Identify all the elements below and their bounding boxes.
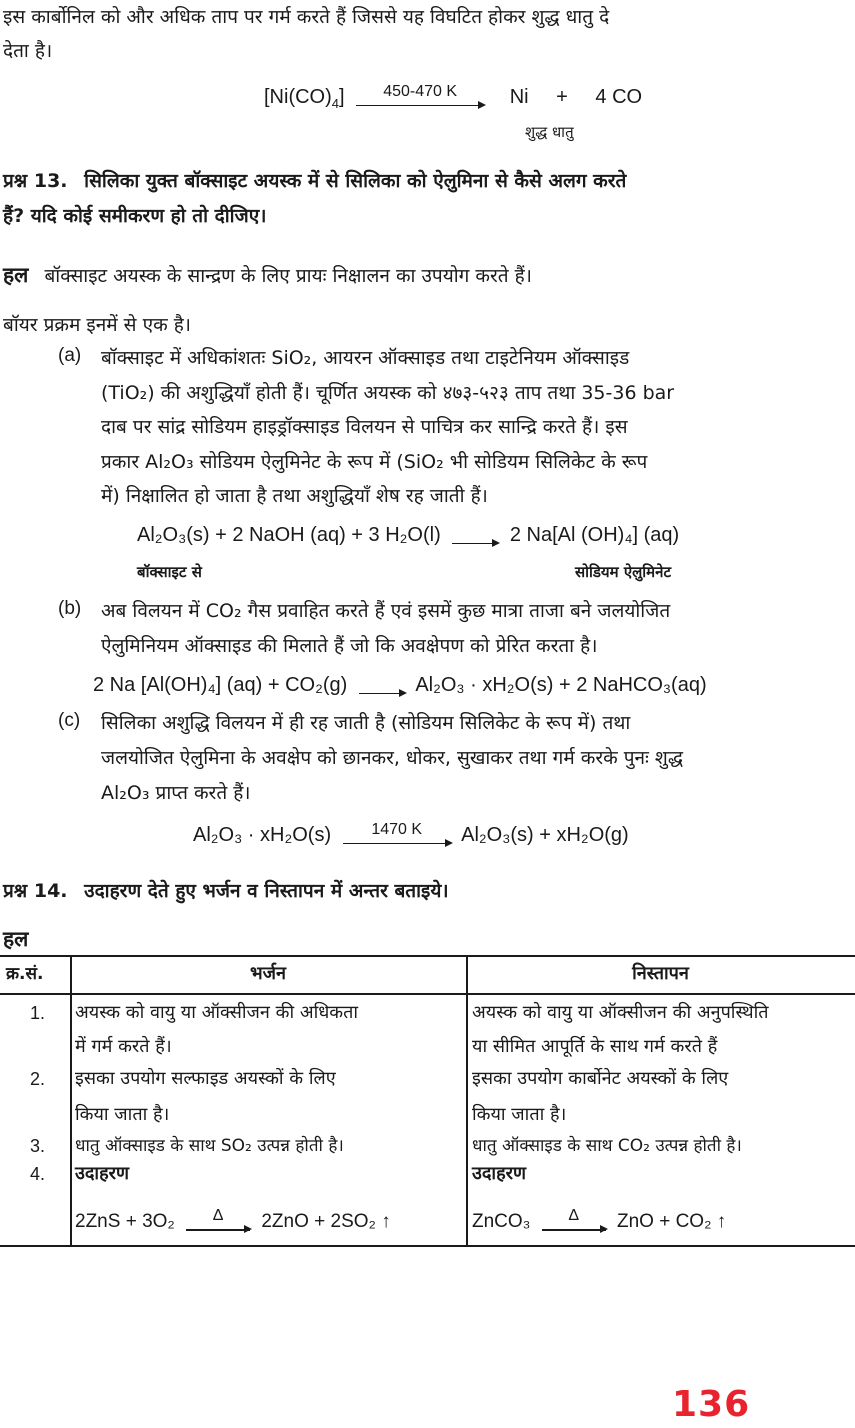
eq-reactant: [Ni(CO) — [264, 86, 332, 108]
column-divider — [466, 955, 468, 1245]
q13-text-2: हैं? यदि कोई समीकरण हो तो दीजिए। — [3, 205, 267, 227]
eq-product-co: 4 CO — [595, 86, 643, 108]
heat-arrow-icon: Δ — [542, 1221, 606, 1223]
item-a-label: (a) — [58, 345, 82, 366]
row-number: 1. — [30, 1003, 46, 1023]
reaction-condition: 450-470 K — [383, 82, 458, 100]
table-bottom-border — [0, 1245, 855, 1247]
calcination-example-equation: ZnCO₃ Δ ZnO + CO₂ ↑ — [472, 1207, 727, 1232]
q13-answer: हल बॉक्साइट अयस्क के सान्द्रण के लिए प्रायः निक्षालन का उपयोग करते हैं। — [3, 263, 532, 287]
q14-label: प्रश्न 14. — [3, 880, 68, 902]
item-b-label: (b) — [58, 598, 82, 619]
nickel-carbonyl-equation: $[Ni(CO)_4]$ 450-470 K Ni + 4 CO — [264, 82, 643, 111]
header-roasting: भर्जन — [250, 963, 286, 984]
bayer-equation-c: Al₂O₃ · xH₂O(s) 1470 K Al₂O₃(s) + xH₂O(g) — [193, 820, 629, 846]
q14-text: उदाहरण देते हुए भर्जन व निस्तापन में अन्तर बताइये। — [84, 880, 449, 902]
intro-line-2: देता है। — [3, 40, 53, 62]
q13-heading — [3, 168, 626, 194]
pure-metal-label: शुद्ध धातु — [525, 123, 574, 141]
intro-line-1: इस कार्बोनिल को और अधिक ताप पर गर्म करते हैं जिससे यह विघटित होकर शुद्ध धातु दे — [3, 6, 610, 28]
answer-label: हल — [3, 263, 29, 287]
row-number: 4. — [30, 1164, 46, 1184]
row-number: 3. — [30, 1136, 46, 1156]
bayer-equation-b: 2 Na [Al(OH)₄] (aq) + CO₂(g) Al₂O₃ · xH₂O(s) + 2 NaHCO₃(aq) — [93, 674, 707, 696]
bayer-process-line: बॉयर प्रक्रम इनमें से एक है। — [3, 314, 191, 336]
header-calcination: निस्तापन — [632, 963, 689, 984]
heat-arrow-icon: Δ — [186, 1221, 250, 1223]
bayer-equation-a: Al₂O₃(s) + 2 NaOH (aq) + 3 H₂O(l) 2 Na[Al (OH)₄] (aq) — [137, 524, 680, 546]
header-bottom-border — [0, 993, 855, 995]
roasting-example-equation: 2ZnS + 3O₂ Δ 2ZnO + 2SO₂ ↑ — [75, 1207, 391, 1232]
reaction-arrow-icon — [452, 535, 498, 537]
item-c-label: (c) — [58, 710, 81, 731]
q14-heading — [3, 878, 449, 904]
reaction-arrow-icon — [356, 82, 484, 100]
eq-product-ni: Ni — [509, 86, 529, 108]
q13-label: प्रश्न 13. — [3, 170, 68, 192]
reaction-arrow-icon: 1470 K — [343, 835, 451, 837]
table-top-border — [0, 955, 855, 957]
row-number: 2. — [30, 1069, 46, 1089]
textbook-page: इस कार्बोनिल को और अधिक ताप पर गर्म करते हैं जिससे यह विघटित होकर शुद्ध धातु दे देता है। $[Ni(CO)_4]$ 450-470 K Ni + 4 CO शुद्ध धातु प्रश्न 13. सिलिका युक्त बॉक्साइट अयस्क में से सिलिका को ऐलुमिना से कैसे अलग करते हैं? यदि कोई समीकरण हो तो दीजिए। हल बॉक्साइट अयस्क के सान्द्रण के लिए प्रायः निक्षालन का उपयोग करते हैं। बॉयर प्रक्रम इनमें से एक है। (a) बॉक्साइट में अधिकांशतः SiO₂, आयरन ऑक्साइड तथा टाइटेनियम ऑक्साइड (TiO₂) की अशुद्धियाँ होती हैं। चूर्णित अयस्क को ४७३-५२३ ताप तथा 35-36 bar दाब पर सांद्र सोडियम हाइड्रॉक्साइड विलयन से पाचित्र कर सान्द्रि करते हैं। इस प्रकार Al₂O₃ सोडियम ऐलुमिनेट के रूप में (SiO₂ भी सोडियम सिलिकेट के रूप में) निक्षालित हो जाता है तथा अशुद्धियाँ शेष रह जाती हैं। Al₂O₃(s) + 2 NaOH (aq) + 3 H₂O(l) 2 Na[Al (OH)₄] (aq) बॉक्साइट से सोडियम ऐलुमिनेट (b) अब विलयन में CO₂ गैस प्रवाहित करते हैं एवं इसमें कुछ मात्रा ताजा बने जलयोजित ऐलुमिनियम ऑक्साइड की मिलाते हैं जो कि अवक्षेपण को प्रेरित करता है। 2 Na [Al(OH)₄] (aq) + CO₂(g) Al₂O₃ · xH₂O(s) + 2 NaHCO₃(aq) (c) सिलिका अशुद्धि विलयन में ही रह जाती है (सोडियम सिलिकेट के रूप में) तथा जलयोजित ऐलुमिना के अवक्षेप को छानकर, धोकर, सुखाकर तथा गर्म करके पुनः शुद्ध Al₂O₃ प्राप्त करते हैं। Al₂O₃ · xH₂O(s) 1470 K Al₂O₃(s) + xH₂O(g) प्रश्न 14. उदाहरण देते हुए भर्जन व निस्तापन में अन्तर बताइये। हल क्र.सं. भर्जन निस्तापन 1. अयस्क को वायु या ऑक्सीजन की अधिकता में गर्म करते हैं। अयस्क को वायु या ऑक्सीजन की अनुपस्थिति या सीमित आपूर्ति के साथ गर्म करते हैं 2. इसका उपयोग सल्फाइड अयस्कों के लिए किया जाता है। इसका उपयोग कार्बोनेट अयस्कों के लिए किया जाता है। 3. धातु ऑक्साइड के साथ SO₂ उत्पन्न होती है। धातु ऑक्साइड के साथ CO₂ उत्पन्न होती है। 4. उदाहरण उदाहरण 2ZnS + 3O₂ Δ 2ZnO + 2SO₂ ↑ ZnCO₃ Δ ZnO + CO₂ ↑ 136 — [0, 0, 855, 1428]
q14-answer-label: हल — [3, 927, 29, 951]
roasting-vs-calcination-table: क्र.सं. भर्जन निस्तापन 1. अयस्क को वायु या ऑक्सीजन की अधिकता में गर्म करते हैं। अयस्क को वायु या ऑक्सीजन की अनुपस्थिति या सीमित आपूर्ति के साथ गर्म करते हैं 2. इसका उपयोग सल्फाइड अयस्कों के लिए किया जाता है। इसका उपयोग कार्बोनेट अयस्कों के लिए किया जाता है। 3. धातु ऑक्साइड के साथ SO₂ उत्पन्न होती है। धातु ऑक्साइड के साथ CO₂ उत्पन्न होती है। 4. उदाहरण उदाहरण 2ZnS + 3O₂ Δ 2ZnO + 2SO₂ ↑ ZnCO₃ Δ ZnO + CO₂ ↑ — [0, 955, 855, 1247]
column-divider — [70, 955, 72, 1245]
reaction-arrow-icon — [359, 685, 405, 687]
q13-text-1: सिलिका युक्त बॉक्साइट अयस्क में से सिलिका को ऐलुमिना से कैसे अलग करते — [84, 170, 627, 192]
header-serial: क्र.सं. — [6, 964, 44, 984]
page-number: 136 — [672, 1384, 751, 1425]
